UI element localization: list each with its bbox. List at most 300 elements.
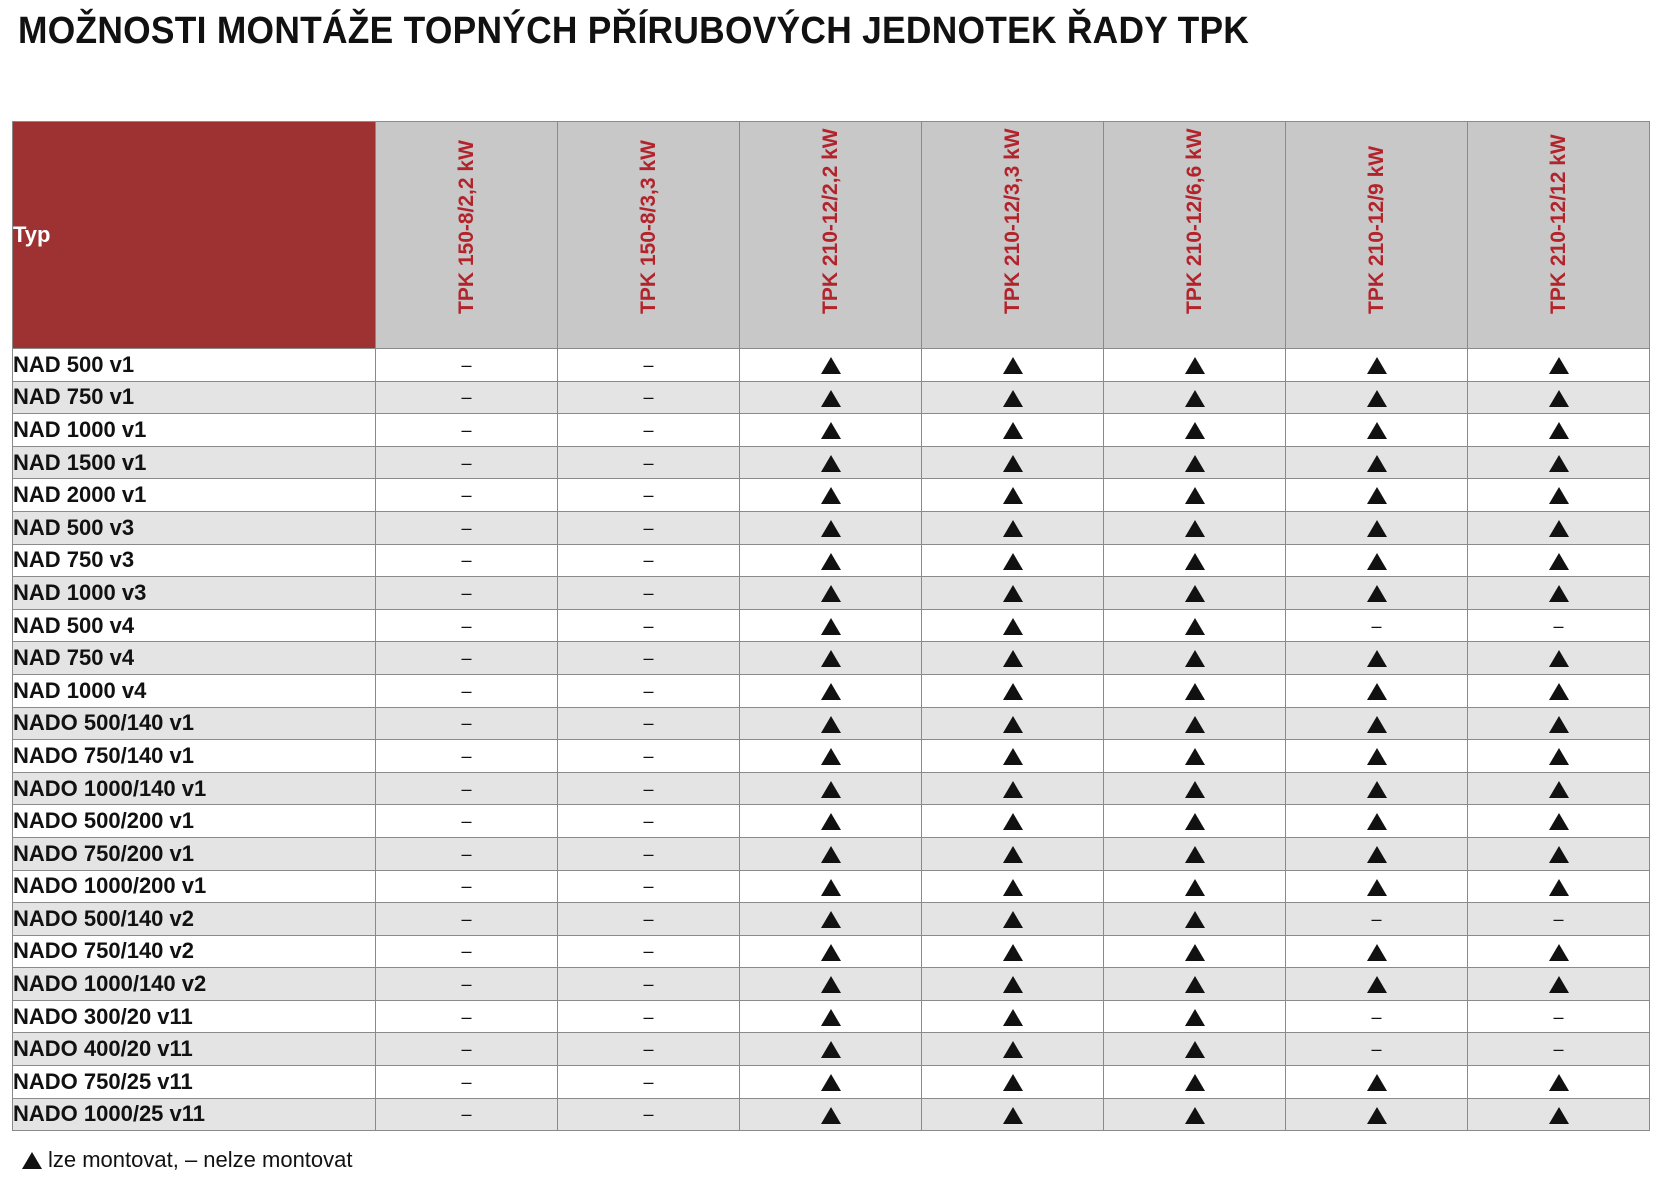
triangle-icon — [1185, 716, 1205, 733]
table-cell — [1468, 903, 1650, 936]
triangle-icon — [821, 455, 841, 472]
triangle-icon — [821, 748, 841, 765]
table-cell — [740, 349, 922, 382]
dash-mark: – — [643, 680, 654, 701]
dash-mark: – — [1371, 908, 1382, 929]
table-cell — [1468, 837, 1650, 870]
table-cell — [740, 1033, 922, 1066]
table-cell — [376, 642, 558, 675]
triangle-icon — [1549, 813, 1569, 830]
table-cell — [376, 1000, 558, 1033]
dash-mark: – — [461, 419, 472, 440]
triangle-icon — [821, 422, 841, 439]
table-cell — [1286, 772, 1468, 805]
table-cell — [1468, 707, 1650, 740]
table-cell — [740, 381, 922, 414]
table-cell — [558, 381, 740, 414]
triangle-icon — [1003, 944, 1023, 961]
table-cell — [1286, 674, 1468, 707]
dash-mark: – — [461, 485, 472, 506]
dash-mark: – — [643, 419, 654, 440]
triangle-icon — [1185, 1009, 1205, 1026]
table-cell — [740, 544, 922, 577]
table-cell — [922, 642, 1104, 675]
table-row — [13, 1033, 1650, 1066]
table-cell — [1286, 903, 1468, 936]
triangle-icon — [1185, 976, 1205, 993]
table-cell — [1104, 381, 1286, 414]
triangle-icon — [1003, 1009, 1023, 1026]
table-row — [13, 349, 1650, 382]
triangle-icon — [1367, 683, 1387, 700]
table-cell — [922, 968, 1104, 1001]
triangle-icon — [1185, 553, 1205, 570]
table-cell — [922, 381, 1104, 414]
column-header — [1468, 122, 1650, 349]
table-cell — [740, 511, 922, 544]
table-cell — [1104, 968, 1286, 1001]
triangle-icon — [1185, 1074, 1205, 1091]
triangle-icon — [1185, 585, 1205, 602]
dash-mark: – — [643, 908, 654, 929]
triangle-icon — [1549, 944, 1569, 961]
dash-mark: – — [461, 745, 472, 766]
row-label: NAD 500 v3 — [13, 511, 376, 544]
table-cell — [1286, 837, 1468, 870]
row-label: NAD 500 v4 — [13, 609, 376, 642]
triangle-icon — [1549, 455, 1569, 472]
dash-mark: – — [461, 452, 472, 473]
triangle-icon — [821, 683, 841, 700]
triangle-icon — [821, 781, 841, 798]
table-cell — [922, 544, 1104, 577]
table-cell — [1468, 674, 1650, 707]
table-cell — [558, 446, 740, 479]
triangle-icon — [1185, 911, 1205, 928]
dash-mark: – — [461, 615, 472, 636]
table-cell — [376, 935, 558, 968]
table-cell — [922, 805, 1104, 838]
table-cell — [558, 772, 740, 805]
row-label: NAD 2000 v1 — [13, 479, 376, 512]
table-cell — [558, 805, 740, 838]
column-header — [740, 122, 922, 349]
table-cell — [1468, 609, 1650, 642]
table-row — [13, 837, 1650, 870]
triangle-icon — [1003, 390, 1023, 407]
dash-mark: – — [643, 778, 654, 799]
dash-mark: – — [461, 387, 472, 408]
table-cell — [1468, 1066, 1650, 1099]
legend-text: lze montovat, – nelze montovat — [48, 1147, 353, 1172]
triangle-icon — [1367, 553, 1387, 570]
table-cell — [1468, 870, 1650, 903]
table-row — [13, 511, 1650, 544]
column-header — [1286, 122, 1468, 349]
table-cell — [1286, 577, 1468, 610]
table-cell — [1468, 414, 1650, 447]
dash-mark: – — [1371, 1006, 1382, 1027]
triangle-icon — [1185, 650, 1205, 667]
triangle-icon — [1185, 520, 1205, 537]
triangle-icon — [821, 813, 841, 830]
triangle-icon — [1185, 944, 1205, 961]
table-cell — [922, 1066, 1104, 1099]
table-cell — [1468, 1098, 1650, 1131]
table-cell — [1104, 935, 1286, 968]
table-cell — [922, 1098, 1104, 1131]
table-cell — [1468, 349, 1650, 382]
table-cell — [1286, 968, 1468, 1001]
triangle-icon — [1185, 357, 1205, 374]
triangle-icon — [1003, 520, 1023, 537]
table-cell — [1104, 1000, 1286, 1033]
table-cell — [376, 511, 558, 544]
dash-mark: – — [643, 1006, 654, 1027]
triangle-icon — [1367, 422, 1387, 439]
table-cell — [376, 1098, 558, 1131]
triangle-icon — [821, 650, 841, 667]
table-cell — [1286, 1000, 1468, 1033]
dash-mark: – — [461, 811, 472, 832]
column-header — [922, 122, 1104, 349]
table-cell — [558, 674, 740, 707]
table-cell — [558, 740, 740, 773]
dash-mark: – — [643, 485, 654, 506]
triangle-icon — [821, 911, 841, 928]
triangle-icon — [821, 879, 841, 896]
table-cell — [1286, 642, 1468, 675]
table-row — [13, 968, 1650, 1001]
table-cell — [740, 1098, 922, 1131]
row-label: NAD 750 v4 — [13, 642, 376, 675]
triangle-icon — [1185, 846, 1205, 863]
table-cell — [1468, 446, 1650, 479]
row-label: NADO 750/140 v1 — [13, 740, 376, 773]
dash-mark: – — [461, 1039, 472, 1060]
dash-mark: – — [643, 941, 654, 962]
triangle-icon — [1549, 422, 1569, 439]
dash-mark: – — [461, 648, 472, 669]
table-cell — [558, 642, 740, 675]
row-label: NADO 300/20 v11 — [13, 1000, 376, 1033]
table-cell — [922, 935, 1104, 968]
triangle-icon — [1003, 1041, 1023, 1058]
table-cell — [376, 674, 558, 707]
dash-mark: – — [461, 941, 472, 962]
table-cell — [558, 414, 740, 447]
dash-mark: – — [643, 582, 654, 603]
table-cell — [922, 870, 1104, 903]
table-cell — [1286, 511, 1468, 544]
table-cell — [740, 935, 922, 968]
table-cell — [376, 1066, 558, 1099]
table-cell — [376, 837, 558, 870]
table-cell — [740, 837, 922, 870]
table-row — [13, 1066, 1650, 1099]
triangle-icon — [1549, 976, 1569, 993]
dash-mark: – — [1553, 1039, 1564, 1060]
dash-mark: – — [643, 517, 654, 538]
triangle-icon — [1549, 487, 1569, 504]
dash-mark: – — [461, 974, 472, 995]
table-row — [13, 479, 1650, 512]
row-label: NAD 1000 v4 — [13, 674, 376, 707]
triangle-icon — [1003, 422, 1023, 439]
table-cell — [1468, 577, 1650, 610]
dash-mark: – — [643, 811, 654, 832]
table-cell — [740, 870, 922, 903]
dash-mark: – — [643, 1104, 654, 1125]
table-cell — [740, 414, 922, 447]
table-cell — [1104, 446, 1286, 479]
table-cell — [740, 772, 922, 805]
row-label: NADO 750/25 v11 — [13, 1066, 376, 1099]
triangle-icon — [1003, 618, 1023, 635]
triangle-icon — [1367, 716, 1387, 733]
table-cell — [1104, 1033, 1286, 1066]
table-cell — [1286, 805, 1468, 838]
table-cell — [376, 903, 558, 936]
triangle-icon — [1185, 683, 1205, 700]
triangle-icon — [1549, 553, 1569, 570]
triangle-icon — [1185, 455, 1205, 472]
dash-mark: – — [461, 1104, 472, 1125]
triangle-icon — [1549, 357, 1569, 374]
table-cell — [1104, 903, 1286, 936]
table-cell — [922, 772, 1104, 805]
triangle-icon — [1003, 1107, 1023, 1124]
table-cell — [558, 609, 740, 642]
column-header — [376, 122, 558, 349]
row-label: NAD 500 v1 — [13, 349, 376, 382]
table-cell — [1286, 935, 1468, 968]
triangle-icon — [821, 1009, 841, 1026]
triangle-icon — [1185, 748, 1205, 765]
dash-mark: – — [643, 387, 654, 408]
dash-mark: – — [461, 843, 472, 864]
column-header-label: TPK 150-8/2,2 kW — [454, 140, 478, 314]
table-cell — [740, 968, 922, 1001]
triangle-icon — [821, 1041, 841, 1058]
table-cell — [1286, 414, 1468, 447]
page-title: MOŽNOSTI MONTÁŽE TOPNÝCH PŘÍRUBOVÝCH JEDNOTEK ŘADY TPK — [18, 10, 1250, 52]
column-header-label: TPK 210-12/9 kW — [1364, 145, 1388, 314]
triangle-icon — [821, 976, 841, 993]
triangle-icon — [1367, 1107, 1387, 1124]
row-label: NADO 750/140 v2 — [13, 935, 376, 968]
triangle-icon — [22, 1152, 42, 1169]
table-cell — [922, 349, 1104, 382]
triangle-icon — [1549, 520, 1569, 537]
table-cell — [1104, 577, 1286, 610]
table-cell — [1286, 349, 1468, 382]
table-cell — [1104, 511, 1286, 544]
triangle-icon — [1367, 879, 1387, 896]
table-cell — [1104, 642, 1286, 675]
triangle-icon — [1549, 650, 1569, 667]
dash-mark: – — [643, 876, 654, 897]
table-cell — [558, 349, 740, 382]
table-cell — [740, 903, 922, 936]
table-cell — [922, 609, 1104, 642]
table-cell — [376, 381, 558, 414]
table-cell — [1104, 870, 1286, 903]
table-cell — [376, 707, 558, 740]
triangle-icon — [1549, 879, 1569, 896]
triangle-icon — [1367, 748, 1387, 765]
table-cell — [740, 805, 922, 838]
triangle-icon — [1003, 748, 1023, 765]
triangle-icon — [1367, 781, 1387, 798]
table-cell — [740, 707, 922, 740]
table-cell — [1104, 740, 1286, 773]
dash-mark: – — [643, 550, 654, 571]
table-cell — [740, 1066, 922, 1099]
table-cell — [376, 805, 558, 838]
table-cell — [558, 1066, 740, 1099]
table-cell — [558, 511, 740, 544]
triangle-icon — [1367, 520, 1387, 537]
triangle-icon — [1003, 487, 1023, 504]
table-cell — [740, 642, 922, 675]
table-cell — [558, 707, 740, 740]
table-row — [13, 740, 1650, 773]
table-cell — [558, 577, 740, 610]
table-cell — [1286, 1066, 1468, 1099]
triangle-icon — [1003, 650, 1023, 667]
table-row — [13, 805, 1650, 838]
dash-mark: – — [643, 1071, 654, 1092]
table-cell — [922, 577, 1104, 610]
table-cell — [376, 609, 558, 642]
triangle-icon — [1549, 781, 1569, 798]
triangle-icon — [1549, 1107, 1569, 1124]
triangle-icon — [1003, 911, 1023, 928]
triangle-icon — [821, 585, 841, 602]
triangle-icon — [1003, 879, 1023, 896]
triangle-icon — [1003, 716, 1023, 733]
table-row — [13, 642, 1650, 675]
triangle-icon — [1549, 683, 1569, 700]
triangle-icon — [1185, 487, 1205, 504]
dash-mark: – — [643, 452, 654, 473]
table-cell — [558, 1000, 740, 1033]
table-cell — [558, 903, 740, 936]
table-cell — [922, 1033, 1104, 1066]
type-column-header: Typ — [13, 122, 376, 349]
table-row — [13, 414, 1650, 447]
triangle-icon — [1185, 813, 1205, 830]
triangle-icon — [821, 487, 841, 504]
table-cell — [1104, 772, 1286, 805]
triangle-icon — [1185, 422, 1205, 439]
table-cell — [1104, 544, 1286, 577]
table-cell — [376, 740, 558, 773]
table-cell — [922, 479, 1104, 512]
dash-mark: – — [461, 680, 472, 701]
dash-mark: – — [461, 517, 472, 538]
table-cell — [1468, 1033, 1650, 1066]
table-cell — [376, 772, 558, 805]
table-cell — [1468, 1000, 1650, 1033]
table-cell — [1104, 674, 1286, 707]
table-cell — [376, 577, 558, 610]
row-label: NAD 750 v1 — [13, 381, 376, 414]
triangle-icon — [1367, 976, 1387, 993]
table-cell — [1104, 349, 1286, 382]
table-cell — [740, 674, 922, 707]
dash-mark: – — [1371, 615, 1382, 636]
triangle-icon — [821, 553, 841, 570]
column-header-label: TPK 210-12/3,3 kW — [1000, 128, 1024, 314]
table-row — [13, 1098, 1650, 1131]
table-cell — [558, 1098, 740, 1131]
header-row — [13, 122, 1650, 349]
dash-mark: – — [643, 615, 654, 636]
table-cell — [1104, 837, 1286, 870]
column-header — [1104, 122, 1286, 349]
table-cell — [558, 870, 740, 903]
table-cell — [1286, 479, 1468, 512]
row-label: NADO 400/20 v11 — [13, 1033, 376, 1066]
table-cell — [922, 1000, 1104, 1033]
table-cell — [1468, 740, 1650, 773]
triangle-icon — [1185, 781, 1205, 798]
table-cell — [376, 968, 558, 1001]
column-header-label: TPK 150-8/3,3 kW — [636, 140, 660, 314]
table-cell — [1286, 870, 1468, 903]
triangle-icon — [1367, 585, 1387, 602]
row-label: NAD 1000 v1 — [13, 414, 376, 447]
dash-mark: – — [1553, 615, 1564, 636]
table-row — [13, 544, 1650, 577]
row-label: NAD 1000 v3 — [13, 577, 376, 610]
dash-mark: – — [461, 778, 472, 799]
table-row — [13, 577, 1650, 610]
table-cell — [922, 511, 1104, 544]
triangle-icon — [1185, 390, 1205, 407]
triangle-icon — [1003, 357, 1023, 374]
table-cell — [1286, 740, 1468, 773]
triangle-icon — [1185, 618, 1205, 635]
table-row — [13, 935, 1650, 968]
dash-mark: – — [461, 876, 472, 897]
table-cell — [1104, 479, 1286, 512]
table-cell — [376, 870, 558, 903]
table-cell — [1286, 544, 1468, 577]
triangle-icon — [1003, 1074, 1023, 1091]
triangle-icon — [1367, 650, 1387, 667]
table-row — [13, 903, 1650, 936]
table-cell — [1468, 642, 1650, 675]
triangle-icon — [1367, 455, 1387, 472]
table-cell — [740, 479, 922, 512]
dash-mark: – — [1553, 1006, 1564, 1027]
triangle-icon — [1003, 585, 1023, 602]
table-cell — [1468, 935, 1650, 968]
triangle-icon — [821, 944, 841, 961]
table-cell — [1468, 805, 1650, 838]
table-cell — [740, 1000, 922, 1033]
triangle-icon — [1367, 357, 1387, 374]
dash-mark: – — [461, 908, 472, 929]
column-header-label: TPK 210-12/2,2 kW — [818, 128, 842, 314]
mounting-table — [12, 121, 1650, 1131]
triangle-icon — [821, 1074, 841, 1091]
triangle-icon — [1367, 390, 1387, 407]
dash-mark: – — [461, 713, 472, 734]
